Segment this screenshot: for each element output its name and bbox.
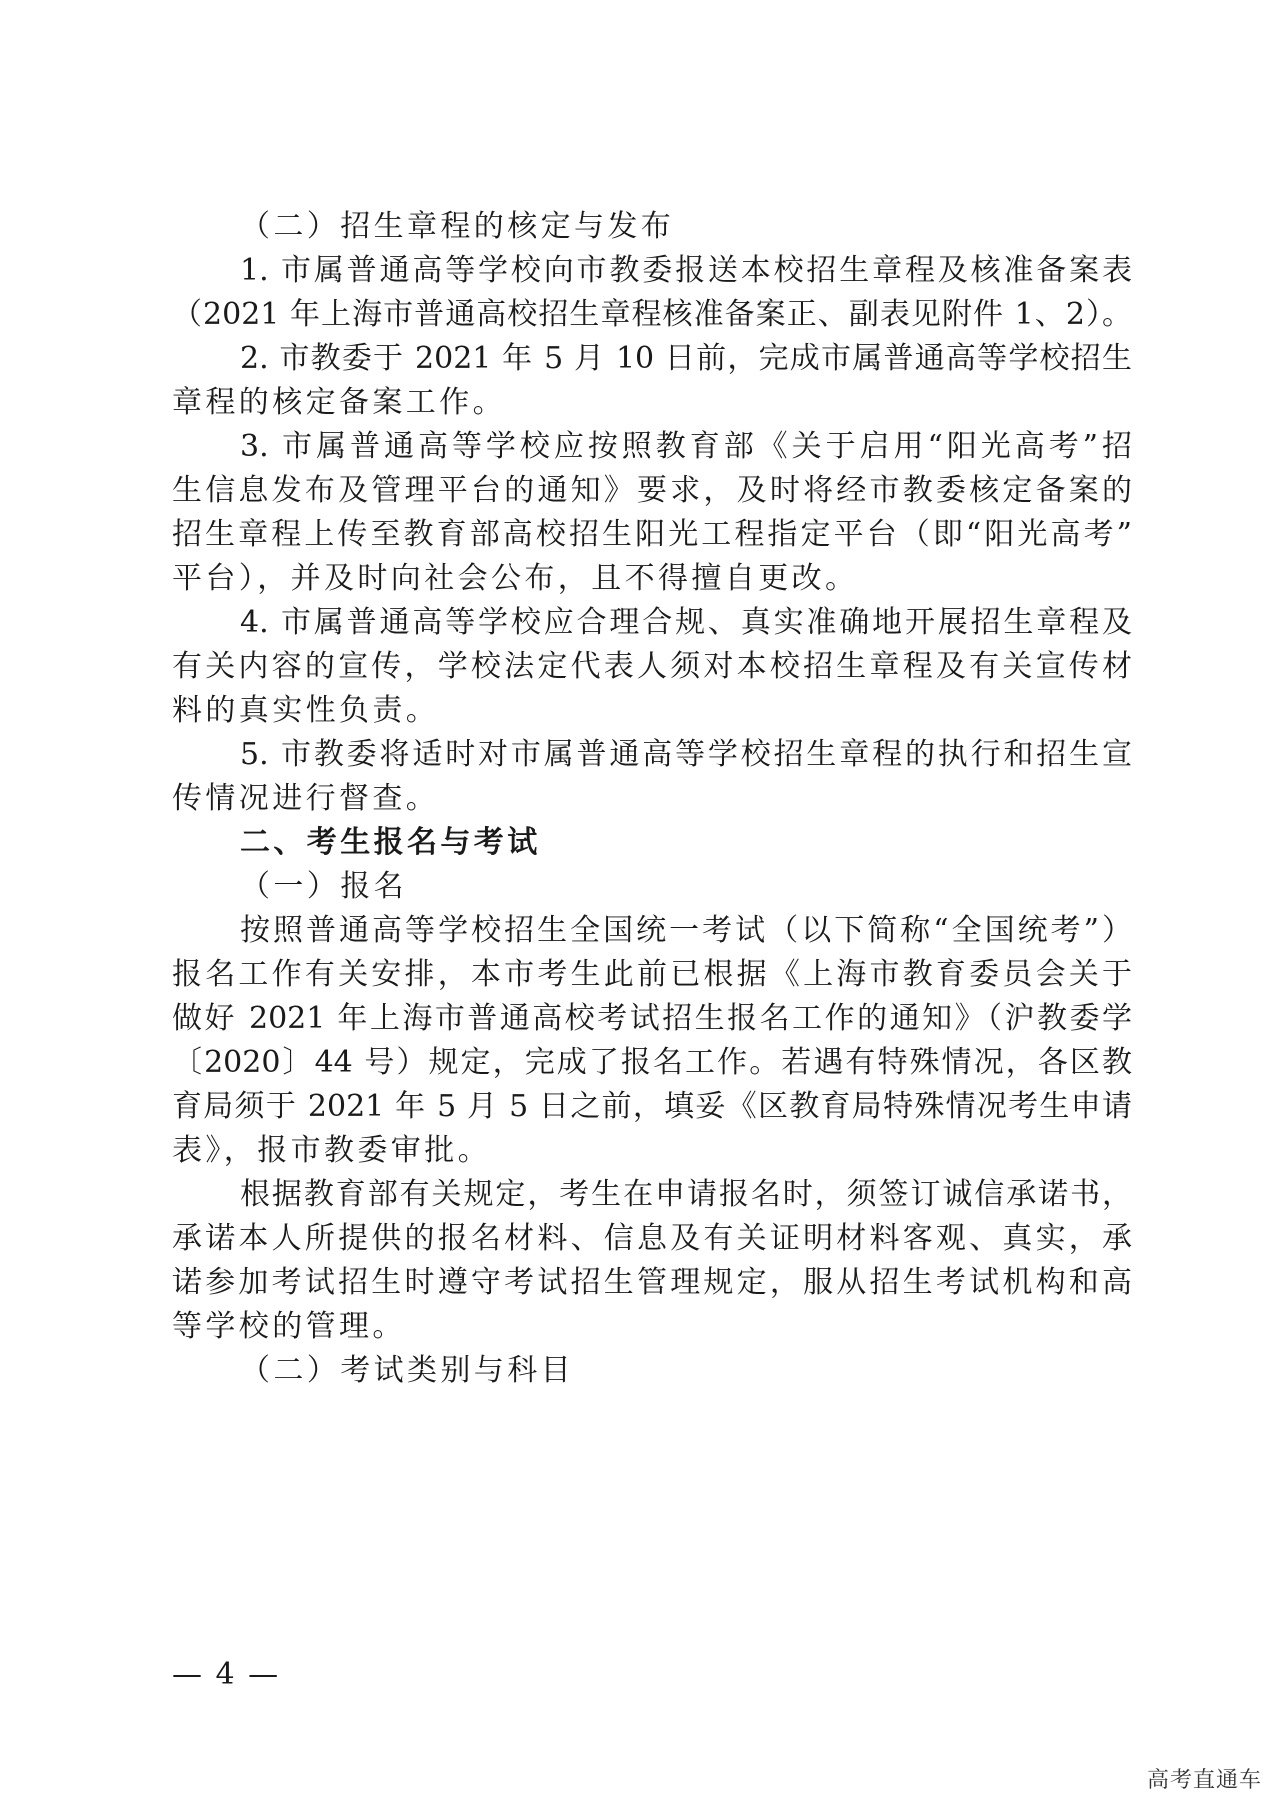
paragraph-line: 生信息发布及管理平台的通知》要求，及时将经市教委核定备案的 [172, 473, 1132, 508]
page-number: — 4 — [172, 1657, 281, 1692]
paragraph-line: 招生章程上传至教育部高校招生阳光工程指定平台（即“阳光高考” [172, 517, 1132, 552]
paragraph-line: 做好 2021 年上海市普通高校考试招生报名工作的通知》（沪教委学 [172, 1001, 1132, 1036]
paragraph-line: 2. 市教委于 2021 年 5 月 10 日前，完成市属普通高等学校招生 [240, 341, 1132, 376]
paragraph-line: 章程的核定备案工作。 [172, 385, 506, 420]
paragraph-line: 有关内容的宣传，学校法定代表人须对本校招生章程及有关宣传材 [172, 649, 1132, 684]
subheading-exam-categories: （二）考试类别与科目 [240, 1353, 574, 1388]
watermark-text: 高考直通车 [1146, 1768, 1262, 1793]
paragraph-line: 根据教育部有关规定，考生在申请报名时，须签订诚信承诺书， [240, 1177, 1132, 1212]
paragraph-line: 传情况进行督查。 [172, 781, 440, 816]
paragraph-line: 按照普通高等学校招生全国统一考试（以下简称“全国统考”） [240, 913, 1132, 948]
paragraph-line: 〔2020〕44 号）规定，完成了报名工作。若遇有特殊情况，各区教 [172, 1045, 1132, 1080]
paragraph-line: 等学校的管理。 [172, 1309, 406, 1344]
paragraph-line: 诺参加考试招生时遵守考试招生管理规定，服从招生考试机构和高 [172, 1265, 1132, 1300]
paragraph-line: 1. 市属普通高等学校向市教委报送本校招生章程及核准备案表 [240, 253, 1132, 288]
paragraph-line: 3. 市属普通高等学校应按照教育部《关于启用“阳光高考”招 [240, 429, 1132, 464]
subheading-registration: （一）报名 [240, 869, 407, 904]
paragraph-line: 平台），并及时向社会公布，且不得擅自更改。 [172, 561, 859, 596]
subheading-charter-review: （二）招生章程的核定与发布 [240, 209, 675, 244]
paragraph-line: 承诺本人所提供的报名材料、信息及有关证明材料客观、真实，承 [172, 1221, 1132, 1256]
paragraph-line: 报名工作有关安排，本市考生此前已根据《上海市教育委员会关于 [172, 957, 1132, 992]
paragraph-line: （2021 年上海市普通高校招生章程核准备案正、副表见附件 1、2）。 [172, 297, 1132, 332]
paragraph-line: 4. 市属普通高等学校应合理合规、真实准确地开展招生章程及 [240, 605, 1132, 640]
paragraph-line: 5. 市教委将适时对市属普通高等学校招生章程的执行和招生宣 [240, 737, 1132, 772]
paragraph-line: 料的真实性负责。 [172, 693, 440, 728]
paragraph-line: 育局须于 2021 年 5 月 5 日之前，填妥《区教育局特殊情况考生申请 [172, 1089, 1132, 1124]
paragraph-line: 表》，报市教委审批。 [172, 1133, 491, 1168]
section-heading-registration-exam: 二、考生报名与考试 [240, 825, 541, 860]
